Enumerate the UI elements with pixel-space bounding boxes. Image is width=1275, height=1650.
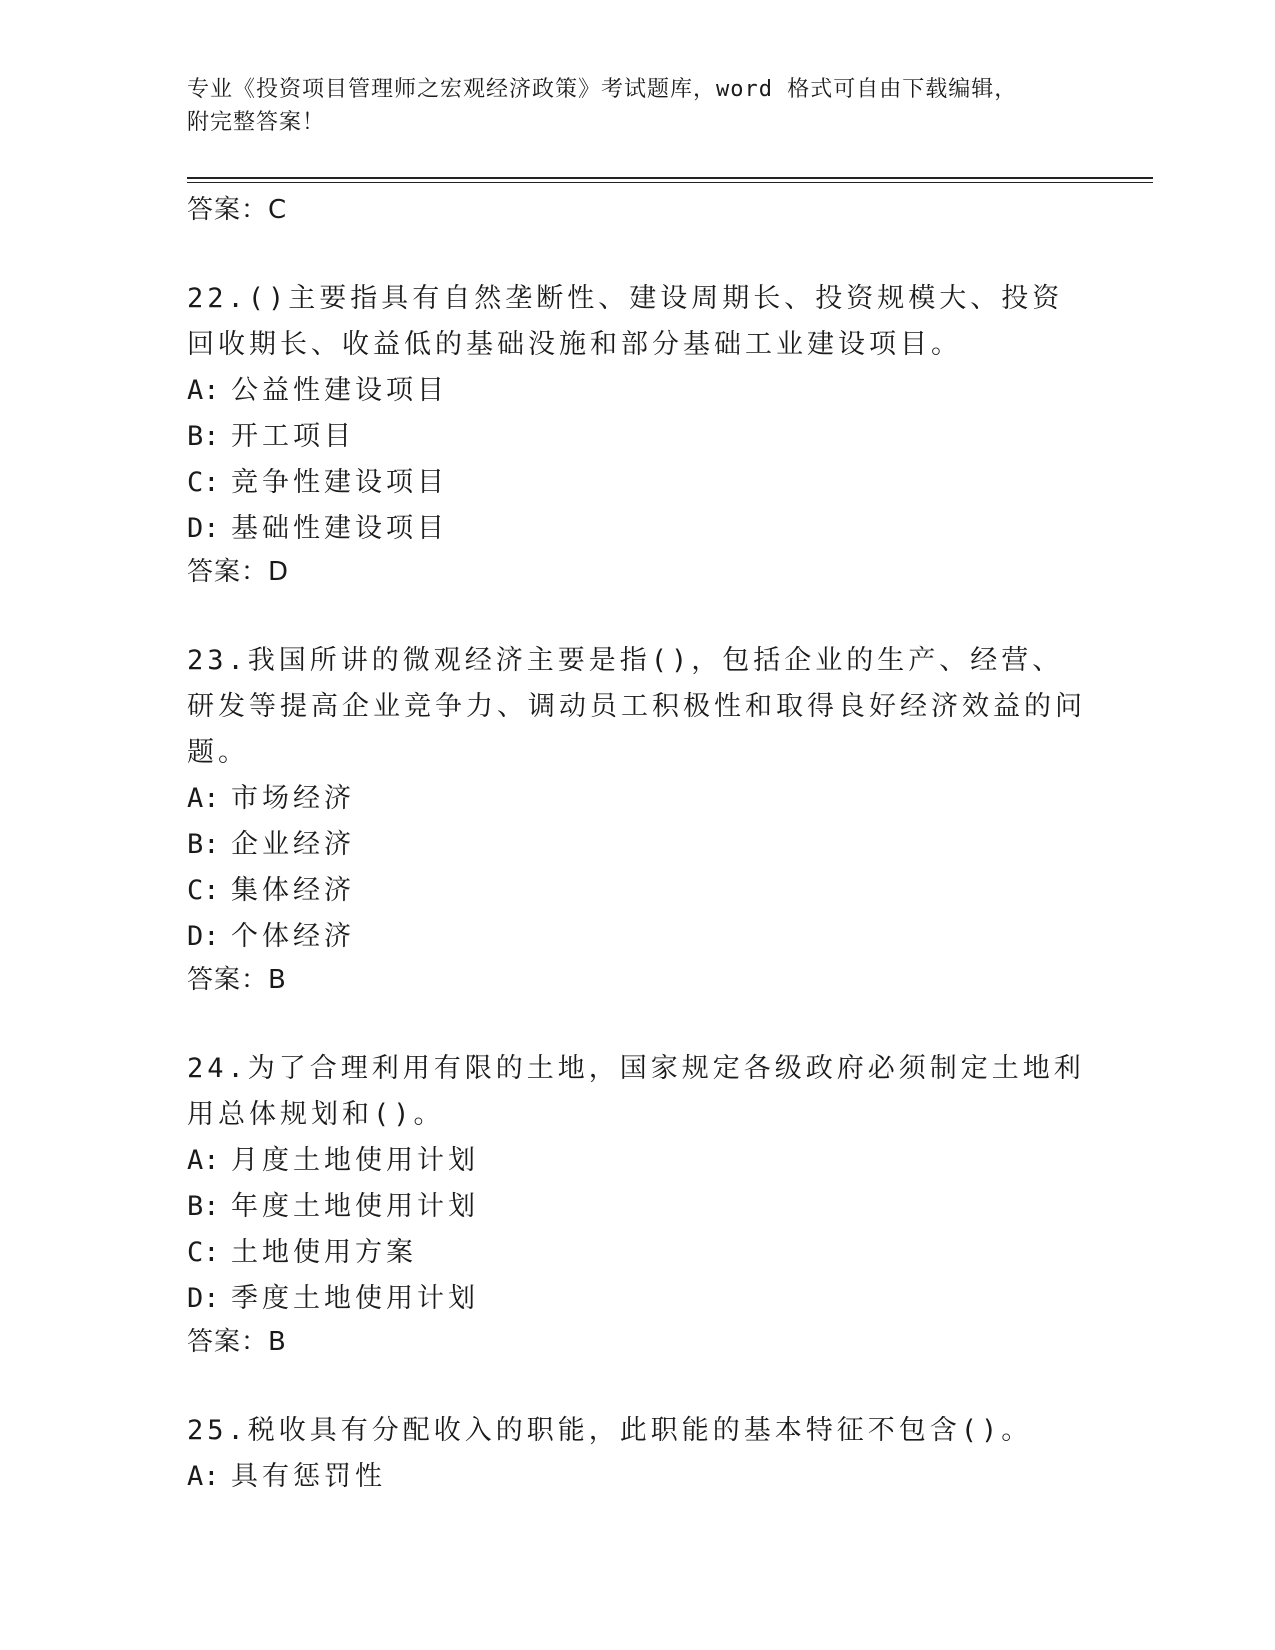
option-text: 个体经济	[231, 921, 355, 952]
question-item	[187, 638, 1087, 1000]
question-text: 25.税收具有分配收入的职能，此职能的基本特征不包含()。	[187, 1415, 1033, 1446]
option-key: C:	[187, 875, 220, 906]
option-c	[187, 1230, 1087, 1276]
option-text: 开工项目	[231, 421, 355, 452]
question-text: 22.()主要指具有自然垄断性、建设周期长、投资规模大、投资回收期长、收益低的基础没施和部分基础工业建设项目。	[187, 283, 1064, 360]
option-text: 季度土地使用计划	[231, 1283, 479, 1314]
option-key: A:	[187, 375, 220, 406]
option-b	[187, 414, 1087, 460]
answer-line: 答案：B	[187, 1327, 287, 1357]
option-d	[187, 506, 1087, 552]
question-item	[187, 276, 1087, 592]
option-text: 竞争性建设项目	[231, 467, 448, 498]
answer-line: 答案：D	[187, 557, 290, 587]
option-a	[187, 776, 1087, 822]
option-key: B:	[187, 421, 220, 452]
option-key: D:	[187, 513, 220, 544]
option-key: C:	[187, 1237, 220, 1268]
header-line-2: 附完整答案！	[187, 110, 326, 135]
question-item	[187, 1408, 1087, 1500]
question-list	[187, 190, 1087, 1500]
document-header	[187, 73, 1087, 139]
header-divider-thick	[187, 177, 1153, 179]
option-b	[187, 1184, 1087, 1230]
option-text: 企业经济	[231, 829, 355, 860]
header-line-1: 专业《投资项目管理师之宏观经济政策》考试题库，word 格式可自由下载编辑，	[187, 77, 1018, 102]
option-c	[187, 460, 1087, 506]
option-c	[187, 868, 1087, 914]
option-a	[187, 1138, 1087, 1184]
answer-line: 答案：C	[187, 195, 288, 225]
header-divider-thin	[187, 182, 1153, 183]
answer-line: 答案：B	[187, 965, 287, 995]
option-d	[187, 914, 1087, 960]
option-text: 年度土地使用计划	[231, 1191, 479, 1222]
option-b	[187, 822, 1087, 868]
option-text: 市场经济	[231, 783, 355, 814]
question-text: 23.我国所讲的微观经济主要是指()，包括企业的生产、经营、研发等提高企业竞争力、调动员工积极性和取得良好经济效益的问题。	[187, 645, 1086, 768]
option-key: A:	[187, 783, 220, 814]
option-key: A:	[187, 1461, 220, 1492]
option-key: B:	[187, 829, 220, 860]
option-key: D:	[187, 921, 220, 952]
option-text: 集体经济	[231, 875, 355, 906]
question-text: 24.为了合理利用有限的土地，国家规定各级政府必须制定土地利用总体规划和()。	[187, 1053, 1085, 1130]
option-key: D:	[187, 1283, 220, 1314]
option-text: 具有惩罚性	[231, 1461, 386, 1492]
option-key: B:	[187, 1191, 220, 1222]
option-key: A:	[187, 1145, 220, 1176]
option-text: 土地使用方案	[231, 1237, 417, 1268]
option-a	[187, 368, 1087, 414]
option-text: 月度土地使用计划	[231, 1145, 479, 1176]
option-a	[187, 1454, 1087, 1500]
option-d	[187, 1276, 1087, 1322]
option-text: 公益性建设项目	[231, 375, 448, 406]
option-key: C:	[187, 467, 220, 498]
option-text: 基础性建设项目	[231, 513, 448, 544]
question-item	[187, 1046, 1087, 1362]
